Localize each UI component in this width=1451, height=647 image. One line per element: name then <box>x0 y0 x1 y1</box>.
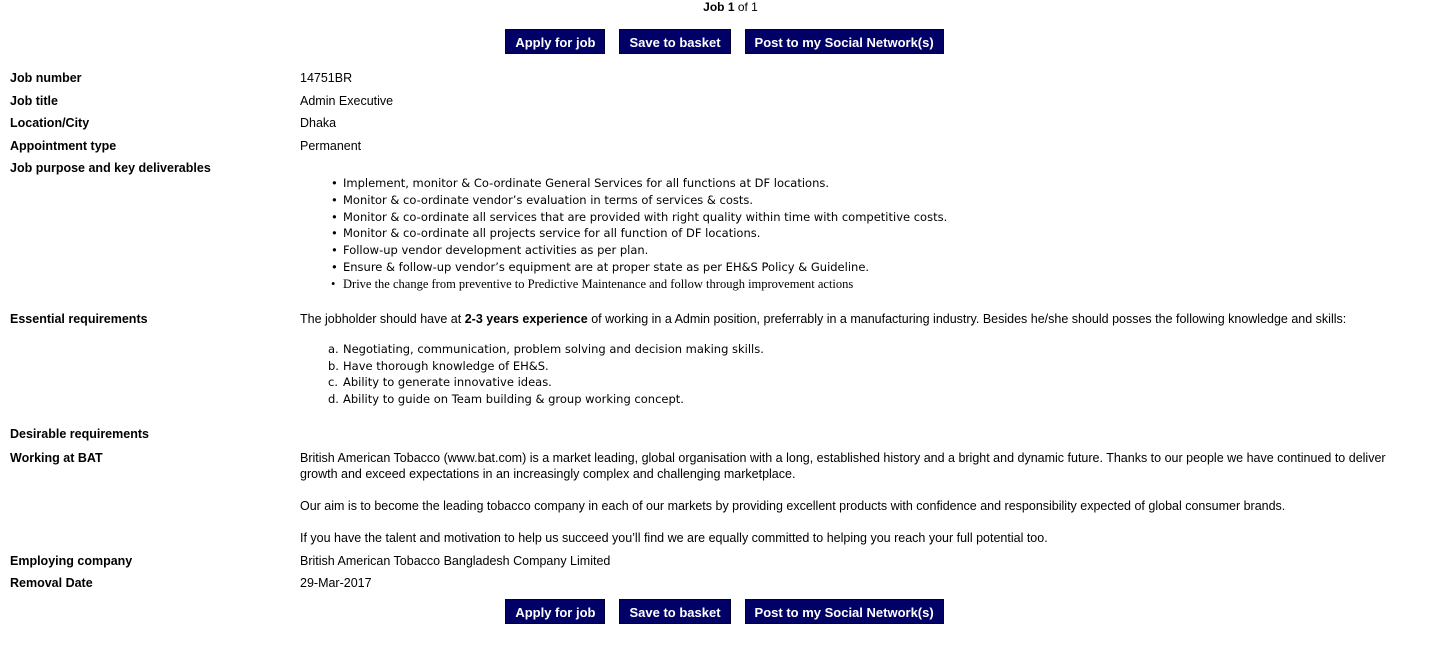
working-at-bat-label: Working at BAT <box>10 451 103 465</box>
list-item <box>328 374 764 391</box>
list-item-text: Have thorough knowledge of EH&S. <box>343 358 549 373</box>
list-marker: b. <box>328 358 339 373</box>
job-pager <box>0 0 1451 14</box>
working-at-bat-paragraph: If you have the talent and motivation to help us succeed you’ll find we are equally committed to helping you reach your full potential too. <box>300 531 1048 545</box>
list-marker: d. <box>328 391 339 406</box>
list-item-text: Ability to guide on Team building & group working concept. <box>343 391 684 406</box>
list-item: • Monitor & co-ordinate all projects service for all function of DF locations. <box>343 225 947 242</box>
removal-date-value: 29-Mar-2017 <box>300 576 372 590</box>
intro-text: of working in a Admin position, preferrably in a manufacturing industry. Besides he/she should posses the following knowledge and skills: <box>587 312 1347 326</box>
job-title-value: Admin Executive <box>300 94 394 108</box>
job-number-value: 14751BR <box>300 71 353 85</box>
list-marker: a. <box>328 342 339 356</box>
bottom-button-row <box>0 599 1449 624</box>
pager-current: 1 <box>727 0 735 14</box>
location-value: Dhaka <box>300 116 337 130</box>
list-item: • Drive the change from preventive to Predictive Maintenance and follow through improvement actions <box>343 276 947 293</box>
save-to-basket-button[interactable]: Save to basket <box>619 29 730 54</box>
appointment-type-value: Permanent <box>300 139 362 153</box>
essential-requirements-label: Essential requirements <box>10 312 148 326</box>
top-button-row <box>0 29 1449 54</box>
list-item-text: Negotiating, communication, problem solving and decision making skills. <box>343 342 764 356</box>
list-item <box>328 391 764 408</box>
appointment-type-label: Appointment type <box>10 139 117 153</box>
job-title-label: Job title <box>10 94 58 108</box>
location-label: Location/City <box>10 116 90 130</box>
job-number-label: Job number <box>10 71 82 85</box>
removal-date-label: Removal Date <box>10 576 93 590</box>
save-to-basket-button[interactable]: Save to basket <box>619 599 730 624</box>
list-item-text: Ability to generate innovative ideas. <box>343 375 552 389</box>
list-item: • Monitor & co-ordinate all services that are provided with right quality within time with competitive costs. <box>343 209 947 226</box>
post-social-network-button[interactable]: Post to my Social Network(s) <box>745 599 944 624</box>
list-marker: c. <box>328 375 338 389</box>
list-item <box>328 358 764 375</box>
apply-for-job-button[interactable]: Apply for job <box>505 599 605 624</box>
essential-requirements-intro <box>300 312 1346 327</box>
pager-prefix: Job <box>703 0 728 14</box>
intro-emphasis: 2-3 years experience <box>464 312 588 326</box>
job-purpose-list <box>343 175 947 293</box>
list-item: • Monitor & co-ordinate vendor’s evaluation in terms of services & costs. <box>343 192 947 209</box>
list-item: • Follow-up vendor development activities as per plan. <box>343 242 947 259</box>
essential-requirements-list <box>328 341 764 407</box>
employing-company-value: British American Tobacco Bangladesh Company Limited <box>300 554 611 568</box>
working-at-bat-paragraph-line: British American Tobacco (www.bat.com) is a market leading, global organisation with a long, established history and a bright and dynamic future. Thanks to our people we have continued to deliver <box>300 451 1386 465</box>
job-purpose-label: Job purpose and key deliverables <box>10 161 211 175</box>
apply-for-job-button[interactable]: Apply for job <box>505 29 605 54</box>
working-at-bat-paragraph-line: growth and exceed expectations in an increasingly complex and challenging marketplace. <box>300 467 796 481</box>
intro-text: The jobholder should have at <box>300 312 465 326</box>
post-social-network-button[interactable]: Post to my Social Network(s) <box>745 29 944 54</box>
employing-company-label: Employing company <box>10 554 133 568</box>
working-at-bat-paragraph: Our aim is to become the leading tobacco company in each of our markets by providing excellent products with confidence and responsibility expected of global consumer brands. <box>300 499 1286 513</box>
desirable-requirements-label: Desirable requirements <box>10 427 149 441</box>
pager-suffix: of 1 <box>734 0 758 14</box>
list-item: • Implement, monitor & Co-ordinate General Services for all functions at DF locations. <box>343 175 947 192</box>
list-item <box>328 341 764 358</box>
list-item: • Ensure & follow-up vendor’s equipment are at proper state as per EH&S Policy & Guideline. <box>343 259 947 276</box>
